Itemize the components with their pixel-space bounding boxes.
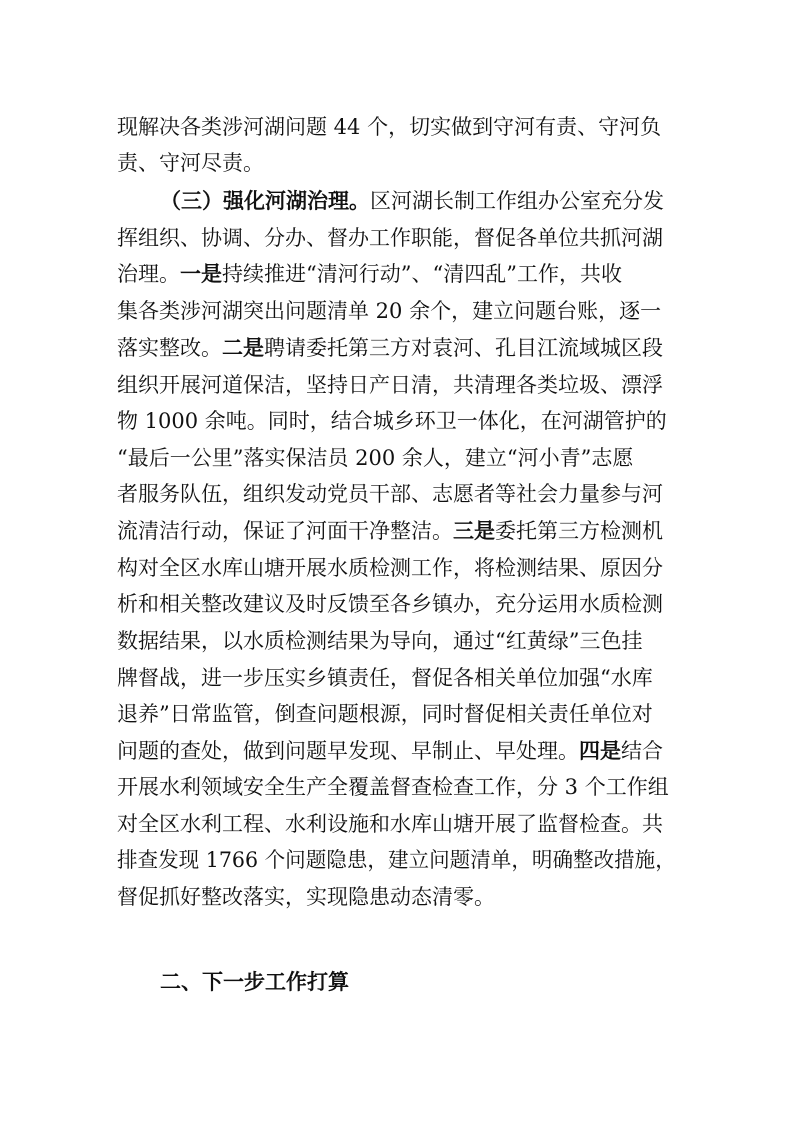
text-line — [117, 733, 676, 769]
text-span: 构对全区水库山塘开展水质检测工作，将检测结果、原因分 — [117, 556, 663, 580]
bold-text-span: 三是 — [453, 519, 495, 543]
text-line — [117, 256, 676, 292]
text-line — [117, 879, 676, 915]
text-line — [117, 367, 676, 403]
text-span: 持续推进“清河行动”、“清四乱”工作，共收 — [222, 262, 622, 286]
text-span: 区河湖长制工作组办公室充分发 — [370, 189, 664, 213]
text-span: 治理。 — [117, 262, 180, 286]
text-span: 退养”日常监管，倒查问题根源，同时督促相关责任单位对 — [117, 702, 653, 726]
text-span: 现解决各类涉河湖问题 44 个，切实做到守河有责、守河负 — [117, 115, 662, 139]
text-span: 聘请委托第三方对袁河、孔目江流域城区段 — [264, 336, 663, 360]
text-span: 集各类涉河湖突出问题清单 20 余个，建立问题台账，逐一 — [117, 299, 662, 323]
text-line — [160, 183, 676, 219]
text-span: 排查发现 1766 个问题隐患，建立问题清单，明确整改措施， — [117, 848, 676, 872]
text-line — [117, 623, 676, 659]
text-span: 流清洁行动，保证了河面干净整洁。 — [117, 519, 453, 543]
text-span: 开展水利领域安全生产全覆盖督查检查工作，分 3 个工作组 — [117, 775, 669, 799]
text-line — [117, 293, 676, 329]
text-span: 牌督战，进一步压实乡镇责任，督促各相关单位加强“水库 — [117, 666, 653, 690]
text-line — [117, 660, 676, 696]
text-span: 问题的查处，做到问题早发现、早制止、早处理。 — [117, 739, 579, 763]
bold-text-span: （三）强化河湖治理。 — [160, 189, 370, 213]
text-span: 析和相关整改建议及时反馈至各乡镇办，充分运用水质检测 — [117, 592, 663, 616]
text-line — [117, 842, 676, 878]
text-line — [117, 586, 676, 622]
text-line — [117, 403, 676, 439]
bold-text-span: 一是 — [180, 262, 222, 286]
text-line — [117, 330, 676, 366]
text-line — [117, 476, 676, 512]
text-span: 组织开展河道保洁，坚持日产日清，共清理各类垃圾、漂浮 — [117, 373, 663, 397]
text-line — [117, 550, 676, 586]
text-line — [117, 440, 676, 476]
text-span: 数据结果，以水质检测结果为导向，通过“红黄绿”三色挂 — [117, 629, 643, 653]
text-span: 委托第三方检测机 — [495, 519, 663, 543]
text-span: 督促抓好整改落实，实现隐患动态清零。 — [117, 885, 495, 909]
text-span: 者服务队伍，组织发动党员干部、志愿者等社会力量参与河 — [117, 482, 663, 506]
text-line — [117, 513, 676, 549]
bold-text-span: 四是 — [579, 739, 621, 763]
text-line — [117, 806, 676, 842]
text-line — [117, 145, 676, 181]
text-span: 结合 — [621, 739, 663, 763]
text-span: 对全区水利工程、水利设施和水库山塘开展了监督检查。共 — [117, 812, 663, 836]
text-span: 挥组织、协调、分办、督办工作职能，督促各单位共抓河湖 — [117, 226, 663, 250]
text-line — [117, 769, 676, 805]
bold-text-span: 二是 — [222, 336, 264, 360]
section-heading: 二、下一步工作打算 — [160, 970, 349, 994]
text-line — [117, 696, 676, 732]
text-line — [117, 220, 676, 256]
text-span: “最后一公里”落实保洁员 200 余人，建立“河小青”志愿 — [117, 446, 634, 470]
text-line — [117, 109, 676, 145]
text-span: 落实整改。 — [117, 336, 222, 360]
text-span: 物 1000 余吨。同时，结合城乡环卫一体化，在河湖管护的 — [117, 409, 667, 433]
text-span: 责、守河尽责。 — [117, 151, 264, 175]
